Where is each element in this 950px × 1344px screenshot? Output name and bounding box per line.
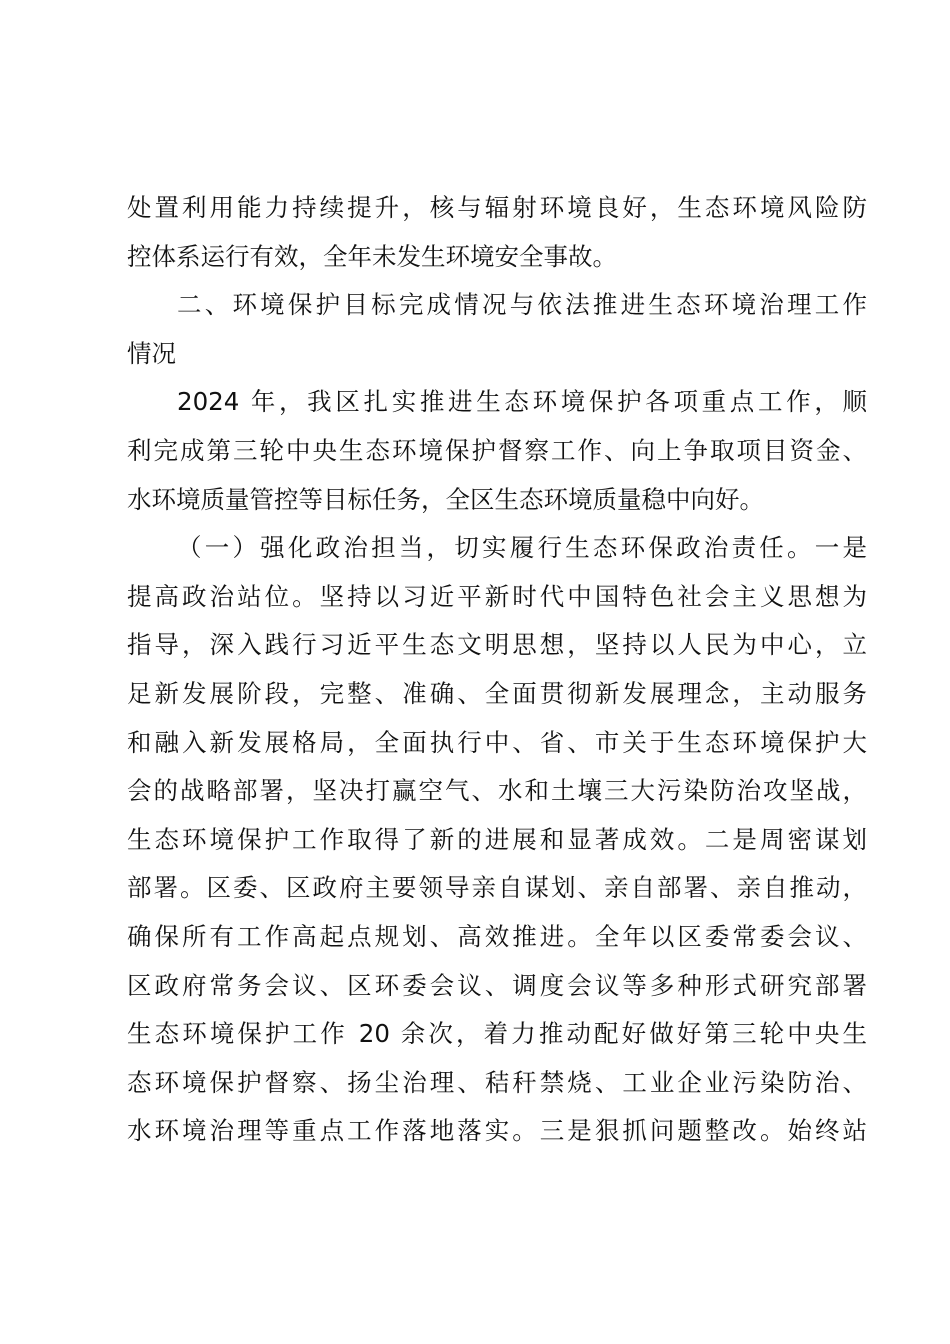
text-line: 态环境保护督察、扬尘治理、秸秆禁烧、工业企业污染防治、	[127, 1067, 867, 1097]
text-line: （一）强化政治担当，切实履行生态环保政治责任。一是	[177, 533, 867, 563]
text-line: 足新发展阶段，完整、准确、全面贯彻新发展理念，主动服务	[127, 678, 867, 708]
text-line: 利完成第三轮中央生态环境保护督察工作、向上争取项目资金、	[127, 435, 867, 465]
text-line: 提高政治站位。坚持以习近平新时代中国特色社会主义思想为	[127, 581, 867, 611]
text-line: 2024 年，我区扎实推进生态环境保护各项重点工作，顺	[177, 387, 867, 417]
text-line: 水环境质量管控等目标任务，全区生态环境质量稳中向好。	[127, 484, 764, 514]
text-line: 生态环境保护工作取得了新的进展和显著成效。二是周密谋划	[127, 824, 867, 854]
text-line: 区政府常务会议、区环委会议、调度会议等多种形式研究部署	[127, 970, 867, 1000]
section-heading: 二、环境保护目标完成情况与依法推进生态环境治理工作	[177, 290, 867, 320]
text-line: 和融入新发展格局，全面执行中、省、市关于生态环境保护大	[127, 727, 867, 757]
section-heading-continued: 情况	[127, 338, 176, 368]
text-line: 生态环境保护工作 20 余次，着力推动配好做好第三轮中央生	[127, 1019, 867, 1049]
text-line: 部署。区委、区政府主要领导亲自谋划、亲自部署、亲自推动，	[127, 873, 867, 903]
text-line: 确保所有工作高起点规划、高效推进。全年以区委常委会议、	[127, 921, 867, 951]
text-line: 水环境治理等重点工作落地落实。三是狠抓问题整改。始终站	[127, 1116, 867, 1146]
body-text	[127, 184, 867, 1156]
text-line: 指导，深入践行习近平生态文明思想，坚持以人民为中心，立	[127, 630, 867, 660]
text-line: 处置利用能力持续提升，核与辐射环境良好，生态环境风险防	[127, 193, 867, 222]
text-line: 会的战略部署，坚决打赢空气、水和土壤三大污染防治攻坚战，	[127, 776, 867, 806]
text-line: 控体系运行有效，全年未发生环境安全事故。	[127, 241, 617, 271]
